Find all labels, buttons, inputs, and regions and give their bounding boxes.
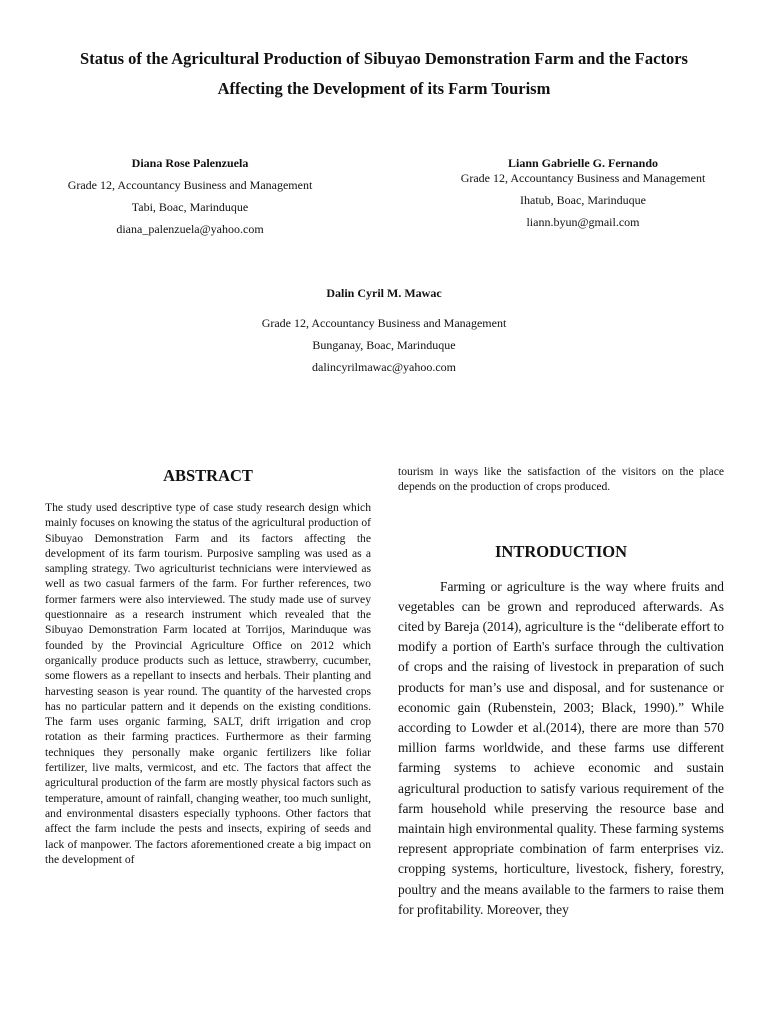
title-line-2: Affecting the Development of its Farm Tourism — [217, 79, 551, 98]
left-column — [45, 464, 371, 867]
author-address: Tabi, Boac, Marinduque — [131, 200, 249, 214]
author-program: Grade 12, Accountancy Business and Management — [261, 316, 507, 330]
author-name: Diana Rose Palenzuela — [131, 156, 249, 170]
author-email: liann.byun@gmail.com — [526, 215, 640, 229]
author-block-3 — [184, 282, 584, 378]
author-program: Grade 12, Accountancy Business and Management — [460, 171, 706, 185]
author-address: Bunganay, Boac, Marinduque — [312, 338, 456, 352]
author-block-2 — [420, 152, 746, 233]
author-email: dalincyrilmawac@yahoo.com — [312, 360, 456, 374]
introduction-heading: INTRODUCTION — [494, 541, 628, 561]
introduction-text: Farming or agriculture is the way where fruits and vegetables can be grown and reproduced afterwards. As cited by Bareja (2014), agriculture is the “deliberate effort to modify a portion of Earth's surface through the cultivation of crops and the raising of livestock in preparation of such products for man’s use and disposal, and for sustenance or economic gain (Rubenstein, 2003; Black, 1990).” While according to Lowder et al.(2014), there are more than 570 million farms worldwide, and these farms use different farming systems to achieve economic and sustain agricultural production to satisfy various requirement of the farm household while preserving the resource base and maintain high environmental quality. These farming systems represent appropriate combination of farm enterprises viz. cropping systems, horticulture, livestock, fishery, forestry, poultry and the means available to the farmers to raise them for profitability. Moreover, they — [398, 578, 724, 917]
right-column — [398, 464, 724, 920]
author-name: Liann Gabrielle G. Fernando — [507, 156, 658, 170]
author-program: Grade 12, Accountancy Business and Management — [67, 178, 313, 192]
author-name: Dalin Cyril M. Mawac — [326, 286, 442, 300]
author-block-1 — [30, 152, 350, 240]
author-email: diana_palenzuela@yahoo.com — [116, 222, 264, 236]
abstract-heading: ABSTRACT — [163, 466, 253, 485]
paper-title — [40, 44, 728, 104]
abstract-continuation: tourism in ways like the satisfaction of the visitors on the place depends on the production of crops produced. — [398, 465, 724, 494]
title-line-1: Status of the Agricultural Production of Sibuyao Demonstration Farm and the Factors — [80, 49, 688, 68]
author-address: Ihatub, Boac, Marinduque — [520, 193, 646, 207]
abstract-text: The study used descriptive type of case study research design which mainly focuses on knowing the status of the agricultural production of Sibuyao Demonstration Farm and its factors affecting the development of its farm tourism. Purposive sampling was used as a sampling strategy. Two agriculturist technicians were interviewed as well as two casual farmers of the farm. For further references, two former farmers were also interviewed. The study made use of survey questionnaire as a research instrument which revealed that the Sibuyao Demonstration Farm located at Torrijos, Marinduque was founded by the Provincial Agriculture Office on 2012 which organically produce products such as lettuce, strawberry, cucumber, some flowers as a repellant to insects and herbals. Their planting and harvesting season is year round. The quantity of the harvested crops has no particular pattern and it depends on the existing conditions. The farm uses organic farming, SALT, drift irrigation and crop rotation as their farming practices. Furthermore as their farming techniques they personally make organic fertilizers like foliar fertilizer, live malts, vermicost, and etc. The factors that affect the agricultural production of the farm are mostly physical factors such as temperature, amount of rainfall, changing weather, too much sunlight, and environmental disasters especially typhoons. Other factors that affect the farm include the pests and insects, expiring of seeds and lack of manpower. The factors aforementioned create a big impact on the development of — [45, 501, 371, 866]
